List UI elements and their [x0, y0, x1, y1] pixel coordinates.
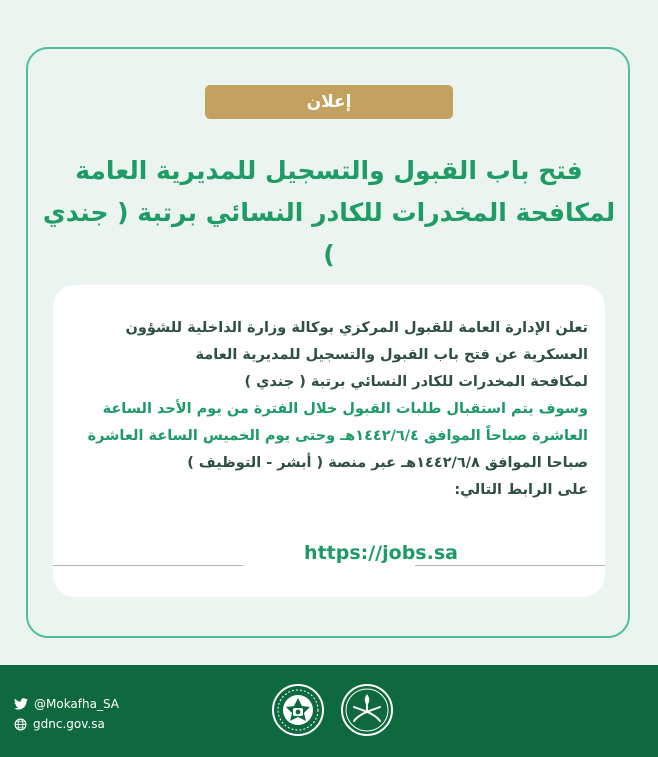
- body-line: صباحا الموافق ١٤٤٢/٦/٨هـ عبر منصة ( أبشر - التوظيف ): [187, 455, 588, 471]
- twitter-contact[interactable]: [14, 697, 119, 711]
- saudi-emblem-icon: [340, 683, 394, 737]
- announcement-badge: [205, 85, 453, 119]
- footer-bar: [0, 665, 658, 757]
- announcement-headline: [40, 150, 618, 276]
- link-divider-right: [415, 565, 605, 566]
- announcement-body: [70, 315, 588, 504]
- body-line: لمكافحة المخدرات للكادر النسائي برتبة ( جندي ): [244, 374, 588, 390]
- jobs-link[interactable]: https://jobs.sa: [304, 542, 458, 564]
- body-line: تعلن الإدارة العامة للقبول المركزي بوكالة وزارة الداخلية للشؤون: [125, 320, 588, 336]
- body-line: وسوف يتم استقبال طلبات القبول خلال الفترة من يوم الأحد الساعة: [102, 401, 588, 417]
- body-line: العاشرة صباحاً الموافق ١٤٤٢/٦/٤هـ وحتى يوم الخميس الساعة العاشرة: [87, 428, 588, 444]
- website-url: gdnc.gov.sa: [33, 717, 105, 731]
- body-line: العسكرية عن فتح باب القبول والتسجيل للمديرية العامة: [195, 347, 588, 363]
- gdnc-emblem-icon: [271, 683, 325, 737]
- link-intro: على الرابط التالي:: [454, 482, 588, 498]
- twitter-handle: @Mokafha_SA: [34, 697, 120, 711]
- headline-line-1: فتح باب القبول والتسجيل للمديرية العامة: [75, 156, 583, 185]
- twitter-bird-icon: [14, 698, 28, 710]
- globe-icon: [14, 718, 27, 731]
- badge-label: إعلان: [306, 92, 352, 112]
- website-contact[interactable]: [14, 717, 105, 731]
- headline-line-2: لمكافحة المخدرات للكادر النسائي برتبة ( جندي ): [42, 198, 616, 269]
- link-row: [53, 540, 605, 572]
- link-divider-left: [53, 565, 243, 566]
